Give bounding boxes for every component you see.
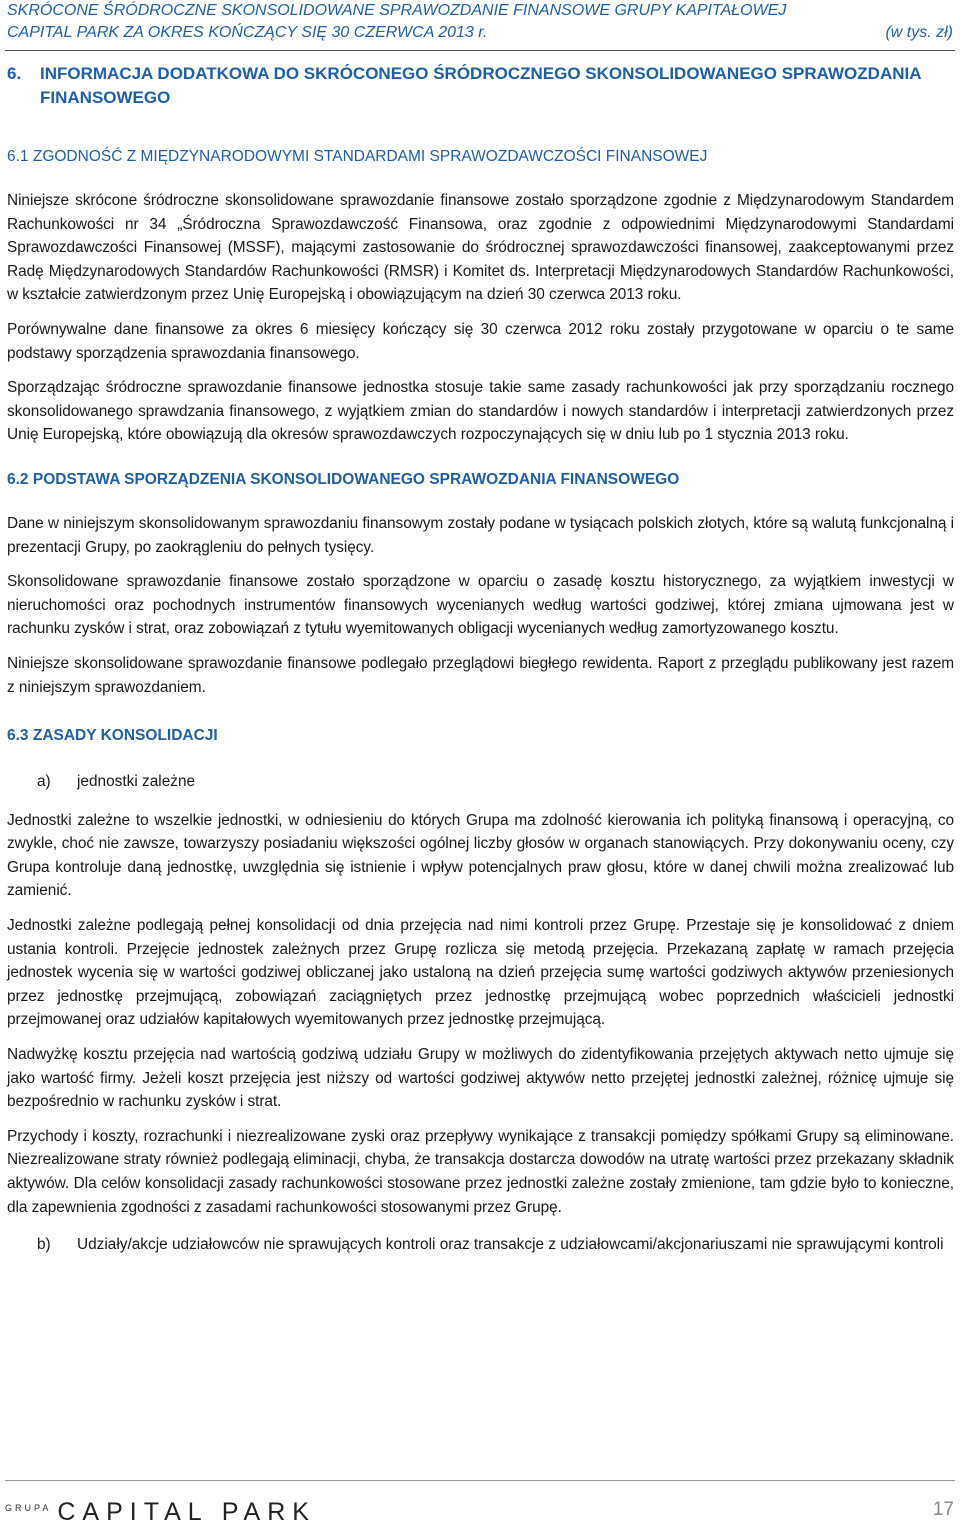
- capital-park-logo: [5, 1497, 316, 1527]
- paragraph: Sporządzając śródroczne sprawozdanie finansowe jednostka stosuje takie same zasady rachunkowości jak przy sporządzaniu rocznego skonsolidowanego sprawdzania finansowego, z wyjątkiem zmian do standardów i nowych standardów i interpretacji zatwierdzonych przez Unię Europejską, które obowiązują dla okresów sprawozdawczych rozpoczynających się w dniu lub po 1 stycznia 2013 roku.: [7, 379, 954, 444]
- list-item-title: jednostki zależne: [77, 773, 196, 791]
- list-marker: b): [37, 1236, 51, 1254]
- paragraph: Dane w niniejszym skonsolidowanym sprawozdaniu finansowym zostały podane w tysiącach polskich złotych, które są walutą funkcjonalną i prezentacji Grupy, po zaokrągleniu do pełnych tysięcy.: [7, 514, 954, 556]
- header-unit: (w tys. zł): [885, 24, 953, 41]
- list-marker: a): [37, 773, 51, 791]
- paragraph: Nadwyżkę kosztu przejęcia nad wartością godziwą udziału Grupy w możliwych do zidentyfikowania przejętych aktywach netto ujmuje się jako wartość firmy. Jeżeli koszt przejęcia jest niższy od wartości godziwej aktywów netto przejętej jednostki zależnej, różnicę ujmuje się bezpośrednio w rachunku zysków i strat.: [7, 1046, 954, 1111]
- paragraph: Niniejsze skrócone śródroczne skonsolidowane sprawozdanie finansowe zostało sporządzone zgodnie z Międzynarodowym Standardem Rachunkowości nr 34 „Śródroczna Sprawozdawczość Finansowa, oraz zgodnie z odpowiednimi Międzynarodowymi Standardami Sprawozdawczości Finansowej (MSSF), mającymi zastosowanie do śródrocznej sprawozdawczości finansowej, zaakceptowanymi przez Radę Międzynarodowych Standardów Rachunkowości (RMSR) i Komitet ds. Interpretacji Międzynarodowych Standardów Rachunkowości, w kształcie zatwierdzonym przez Unię Europejską i obowiązującym na dzień 30 czerwca 2013 roku.: [7, 192, 954, 304]
- paragraph: Niniejsze skonsolidowane sprawozdanie finansowe podlegało przeglądowi biegłego rewidenta. Raport z przeglądu publikowany jest razem z niniejszym sprawozdaniem.: [7, 654, 954, 696]
- section-heading: [7, 62, 954, 110]
- paragraph: Porównywalne dane finansowe za okres 6 miesięcy kończący się 30 czerwca 2012 roku zostały przygotowane w oparciu o te same podstawy sporządzenia sprawozdania finansowego.: [7, 320, 954, 362]
- paragraph: Przychody i koszty, rozrachunki i niezrealizowane zyski oraz przepływy wynikające z transakcji pomiędzy spółkami Grupy są eliminowane. Niezrealizowane straty również podlegają eliminacji, chyba, że transakcja dostarcza dowodów na utratę wartości przez przekazany składnik aktywów. Dla celów konsolidacji zasady rachunkowości stosowane przez jednostki zależne zostały zmienione, tam gdzie było to konieczne, dla zapewnienia zgodności z zasadami rachunkowości stosowanymi przez Grupę.: [7, 1127, 954, 1216]
- section-number: 6.: [7, 64, 22, 83]
- header-line-2-row: [7, 22, 953, 44]
- document-body: [7, 62, 954, 1257]
- logo-main-text: CAPITAL PARK: [57, 1498, 316, 1526]
- paragraph: Skonsolidowane sprawozdanie finansowe zostało sporządzone w oparciu o zasadę kosztu historycznego, za wyjątkiem inwestycji w nieruchomości oraz pochodnych instrumentów finansowych wycenianych według wartości godziwej, której zmiana ujmowana jest w rachunku zysków i strat, oraz zobowiązań z tytułu wyemitowanych obligacji wycenianych według zamortyzowanego kosztu.: [7, 573, 954, 638]
- paragraph: Jednostki zależne podlegają pełnej konsolidacji od dnia przejęcia nad nimi kontroli przez Grupę. Przestaje się je konsolidować z dniem ustania kontroli. Przejęcie jednostek zależnych przez Grupę rozlicza się metodą przejęcia. Przekazaną zapłatę w ramach przejęcia jednostek wycenia się w wartości godziwej obliczanej jako ustaloną na dzień przejęcia sumę wartości godziwych aktywów przeniesionych przez jednostkę przejmującą, zobowiązań zaciągniętych przez jednostkę przejmującą wobec poprzednich właścicieli jednostki przejmowanej oraz udziałów kapitałowych wyemitowanych przez jednostkę przejmującą.: [7, 917, 954, 1029]
- page-number: 17: [932, 1499, 954, 1520]
- header-line-2: CAPITAL PARK ZA OKRES KOŃCZĄCY SIĘ 30 CZERWCA 2013 r.: [7, 24, 488, 41]
- header-divider: [5, 50, 955, 51]
- subsection-6-1-title: 6.1 ZGODNOŚĆ Z MIĘDZYNARODOWYMI STANDARDAMI SPRAWOZDAWCZOŚCI FINANSOWEJ: [7, 148, 708, 165]
- running-header: [7, 0, 953, 44]
- logo-grupa-text: GRUPA: [5, 1503, 52, 1513]
- list-item-a: [7, 770, 954, 794]
- section-title: INFORMACJA DODATKOWA DO SKRÓCONEGO ŚRÓDROCZNEGO SKONSOLIDOWANEGO SPRAWOZDANIA FINANSOWEGO: [40, 64, 921, 107]
- list-item-text: Udziały/akcje udziałowców nie sprawujących kontroli oraz transakcje z udziałowcami/akcjonariuszami nie sprawującymi kontroli: [77, 1236, 944, 1254]
- paragraph: Jednostki zależne to wszelkie jednostki, w odniesieniu do których Grupa ma zdolność kierowania ich polityką finansową i operacyjną, co zwykle, choć nie zawsze, towarzyszy posiadaniu większości ogólnej liczby głosów w organach stanowiących. Przy dokonywaniu oceny, czy Grupa kontroluje daną jednostkę, uwzględnia się istnienie i wpływ potencjalnych praw głosu, które w danej chwili można zrealizować lub zamienić.: [7, 811, 954, 900]
- subsection-6-3-title: 6.3 ZASADY KONSOLIDACJI: [7, 727, 218, 745]
- list-item-b: [7, 1233, 954, 1257]
- subsection-6-2-title: 6.2 PODSTAWA SPORZĄDZENIA SKONSOLIDOWANEGO SPRAWOZDANIA FINANSOWEGO: [7, 470, 680, 488]
- footer-divider: [5, 1480, 955, 1481]
- header-line-1: SKRÓCONE ŚRÓDROCZNE SKONSOLIDOWANE SPRAWOZDANIE FINANSOWE GRUPY KAPITAŁOWEJ: [7, 2, 787, 19]
